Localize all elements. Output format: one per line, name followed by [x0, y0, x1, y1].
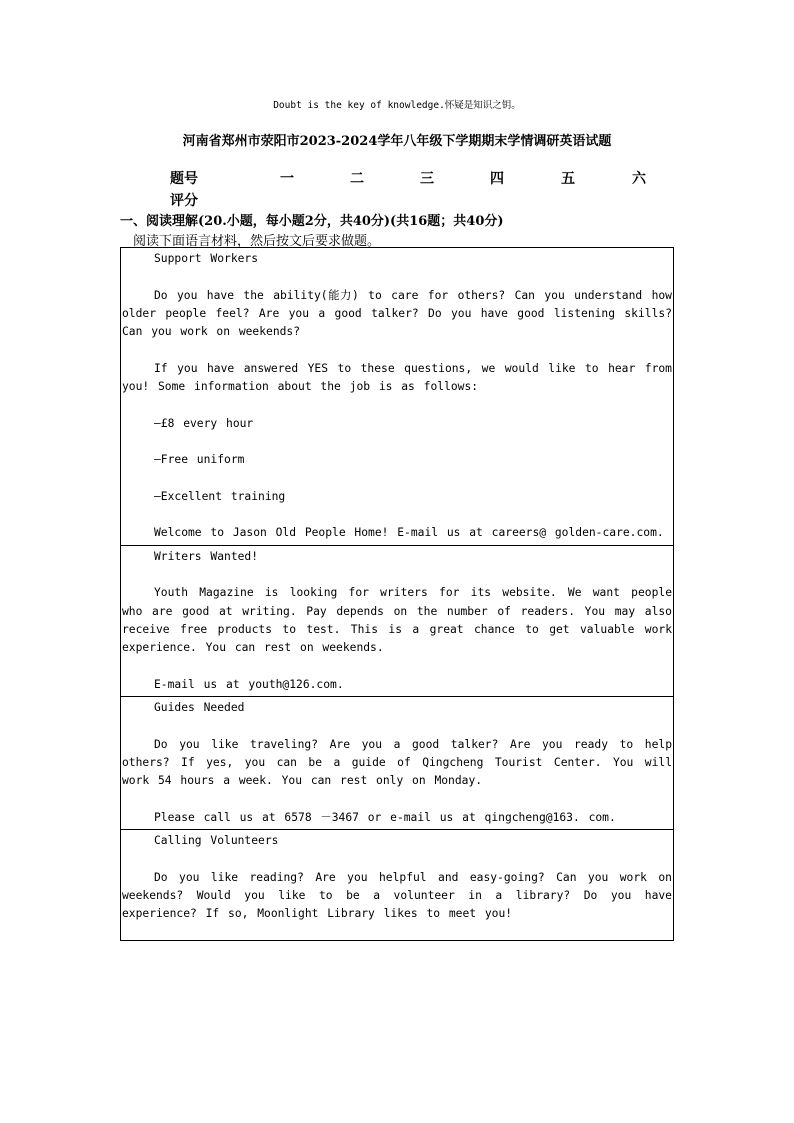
score-table-col: 六: [632, 171, 646, 187]
ad-paragraph: Do you like traveling? Are you a good talker? Are you ready to help others? If yes, you can be a guide of Qingcheng Tourist Center. You will work 54 hours a week. You can rest only on Monday.: [122, 737, 672, 788]
ad-guides-needed: [121, 696, 673, 829]
ad-support-workers: [121, 248, 673, 545]
ad-paragraph: If you have answered YES to these questions, we would like to hear from you! Some information about the job is as follows:: [122, 361, 672, 394]
ad-list-item: —Excellent training: [154, 489, 286, 503]
ad-paragraph: Do you like reading? Are you helpful and easy-going? Can you work on weekends? Would you like to be a volunteer in a library? Do you have experience? If so, Moonlight Library likes to meet you!: [122, 870, 672, 921]
ad-paragraph: Welcome to Jason Old People Home! E-mail us at careers@ golden-care.com.: [154, 526, 664, 540]
ad-title: Writers Wanted!: [154, 549, 259, 563]
score-row-label: 评分: [170, 193, 198, 209]
ad-writers-wanted: [121, 545, 673, 696]
ads-table: [120, 247, 674, 941]
score-table: [170, 168, 660, 212]
section-heading: 一、阅读理解(20.小题，每小题2分，共40分)(共16题；共40分): [120, 214, 504, 229]
page-title: 河南省郑州市荥阳市2023-2024学年八年级下学期期末学情调研英语试题: [182, 134, 612, 149]
ad-paragraph: Do you have the ability(能力) to care for others? Can you understand how older people feel? Are you a good talker? Do you have good listening skills? Can you work on weekends?: [122, 288, 672, 339]
ad-paragraph: E-mail us at youth@126.com.: [154, 677, 344, 691]
ad-title: Guides Needed: [154, 701, 245, 715]
score-table-col: 三: [420, 171, 434, 187]
ad-paragraph: Please call us at 6578 －3467 or e-mail us at qingcheng@163. com.: [154, 810, 616, 824]
header-motto: Doubt is the key of knowledge.怀疑是知识之钥。: [273, 100, 521, 111]
score-table-col: 二: [350, 171, 364, 187]
score-table-col: 四: [490, 171, 504, 187]
ad-title: Support Workers: [154, 252, 259, 265]
score-table-header-row: [170, 168, 660, 190]
ad-paragraph: Youth Magazine is looking for writers for its website. We want people who are good at writing. Pay depends on the number of readers. You may also receive free products to test. This is a great chance to get valuable work experience. You can rest on weekends.: [122, 586, 672, 655]
ad-title: Calling Volunteers: [154, 834, 279, 848]
score-table-col: 一: [280, 171, 294, 187]
score-table-score-row: [170, 190, 660, 212]
ad-list-item: —Free uniform: [154, 453, 245, 467]
ad-list-item: —£8 every hour: [154, 416, 254, 430]
score-table-col: 五: [561, 171, 575, 187]
score-table-label: 题号: [170, 171, 198, 187]
section-instruction: 阅读下面语言材料，然后按文后要求做题。: [133, 234, 381, 249]
ad-calling-volunteers: [121, 829, 673, 939]
